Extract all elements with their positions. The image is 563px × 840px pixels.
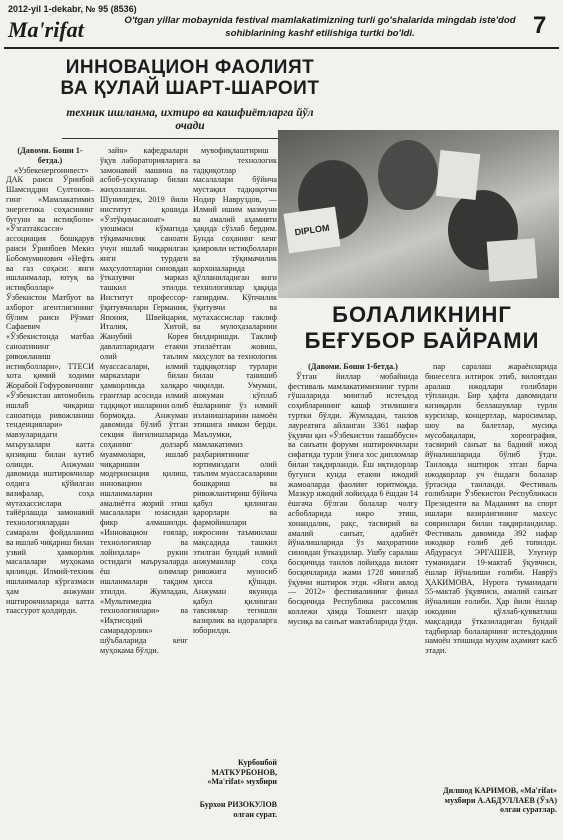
article1-col3-text: мувофиқлаштириш ва технологик тадқиқотлар масалалари бўйича мустақил тадқиқотчи Нодир Навруздов, — Илмий ишим мазмуни ва амалий аҳамияти ҳақида сўзлаб бердим. Бунда соҳанинг кенг қамровли истиқболлари ва тўқимачилик корхоналарида қўлланиладиган янги технологиялар ҳақида гапирдим. Кўпчилик ўқитувчи ва мутахассислар таклиф ва мулоҳазаларини билдиришди. Таклиф этилаётган жовиш, маҳсулот ва технологик тадқиқотлар турлари билан танишиб чиқилди. Умуман, анжуман кўплаб ёшларнинг ўз илмий изланишларини намоён этишига имкон берди. Маълумки, мамлакатимиз раҳбариятининг юртимиздаги олий таълим муассасаларини бошқариш ва ривожлантириш бўйича қабул қилинган қарорлари ва фармойишлари ижросини таъминлаш мақсадида ташкил этилган бундай илмий анжуманлар соҳа ривожига муносиб ҳисса қўшади. Анжуман якунида қабул қилинган тавсиялар тегишли вазирлик ва идораларга юборилди. — [193, 146, 277, 636]
article1-photographer: Бурхон РИЗОКУЛОВ олган сурат. — [199, 800, 277, 819]
header-divider — [4, 47, 559, 49]
article2-col1-text: Ўтган йиллар мобайнида фестиваль мамлакатимизнинг турли гўшаларида минглаб истеъдод соҳибларининг кашф этилишига туртки бўлди. Жумладан, танлов лауреатига айланган 3361 нафар ўқувчи қиз «Ўзбекистон ташаббуси» ва санъати форуми иштирокчилари сифатида турли ўзига хос дипломлар билан тақдирланди. Ёш иқтидорлар бугунги кунда етакчи ижодий жамоаларда фаолият юритмоқда. Мазкур ижодий лойиҳада 6 ёшдан 14 ёшгача бўлган болалар чолғу асбобларида ижро этиш, хонандалик, рақс, тасвирий ва амалий санъат, адабиёт йўналишларида ўз маҳоратини синовдан ўтказдилар. Ушбу саралаш босқичида танлов лойиҳада вилоят босқичларида жами 1728 минглаб ўқувчи иштирок этди. «Янги авлод — 2012» фестивалининг финал босқичида Республика рассомлик коллежи ҳамда Тошкент шаҳар мусиқа ва санъат мактабларида ўтди. — [288, 371, 418, 626]
article1-author: Курбонбой МАТКУРБОНОВ, «Ma'rifat» мухбири — [207, 758, 277, 786]
article1-column-2 — [100, 146, 188, 836]
photo-figure — [378, 140, 438, 210]
article1-title: ИННОВАЦИОН ФАОЛИЯТ ВА ҚУЛАЙ ШАРТ-ШАРОИТ — [60, 57, 320, 99]
article1-continued: (Давоми. Боши 1-бетда.) — [17, 146, 83, 165]
article2-column-2 — [425, 362, 557, 780]
diploma-card: DIPLOM — [283, 207, 340, 254]
article1-column-1 — [6, 146, 94, 836]
article1-col2-text: зайн» кафедралари ўқув лабораторияларига замонавий машина ва асбоб-ускуналар билан жиҳозланган. Шунингдек, 2019 йили институт қошида «Ўзтўқимасаноат» уюшмаси кўмагида тўқимачилик саноати учун ишлаб чиқарилган янги турдаги маҳсулотларни синовдан ўтказувчи марказ ташкил этилди. Институт профессор-ўқитувчилари Германия, Япония, Швейцария, Италия, Хитой, Жанубий Корея давлатларидаги етакчи олий таълим муассасалари, илмий марказлари билан ҳамкорликда халқаро грантлар асосида илмий тадқиқот ишларини олиб бормоқда. Анжуман давомида бўлиб ўтган секция йиғилишларида соҳанинг долзарб муаммолари, ишлаб чиқаришни модернизация қилиш, инновацион ишланмаларни амалиётга жорий этиш масалалари юзасидан фикр алмашилди. «Инновацион ғоялар, технологиялар ва лойиҳалар» рукни остидаги маърузаларда ёш олимлар ишланмалари тақдим этилди. Жумладан, «Мультимедиа технологиялари» ва «Иқтисодий самарадорлик» шўъбаларида кенг муҳокама бўлди. — [100, 146, 188, 655]
newspaper-logo: Ma'rifat — [8, 17, 84, 42]
article1-subtitle: техник ишланма, ихтиро ва кашфиётларга йўл очади — [66, 107, 314, 132]
issue-date: 2012-yil 1-dekabr, № 95 (8536) — [8, 4, 137, 14]
article2-author: Дилшод КАРИМОВ, «Ma'rifat» мухбири А.АБДУЛЛАЕВ (ЎзА) олган суратлар. — [443, 786, 557, 814]
article1-col1-text: «Узбекенергоинвест» ДАК раиси Ўринбой Шамсиддин Султонов–гинг «Мамлакатимиз энергетика соҳасининг бугуни ва истиқболи» «Ўзгазтаксасси» ассоциация бошқарув раиси Ўринбоев Мекиз Бобомуминович «Нефть ва газ соҳаси: янги ишланмалар, ютуқ ва истиқболлар» Ўзбекистон Матбуот ва ахборот агентлигининг бўлим раиси Рўзмат Сафаевич «Ўзбекистонда матбаа саноатининг ривожланиш истиқболлари», ТТЕСИ хота қимий ходими Жорабой Гофуровичнинг «Ўзбекистан автомобиль ишлаб чиқариш саноатида ривожланиш тенденциялари» мавзуларидаги маърузалари катта қизиқиш билан кутиб олинди. Анжуман давомида иштирокчилар олдига қўйилган вазифалар, соҳа мутахассислари тайёрлашда замонавий технологиялардан самарали фойдаланиш ва ишлаб чиқариш билан узвий ҳамкорлик масалалари муҳокама қилинди. Илмий-техник ишланмалар кўргазмаси ҳам анжуман иштирокчиларида катта таассурот қолдирди. — [6, 165, 94, 616]
article2-column-1 — [288, 362, 418, 836]
article1-column-3 — [193, 146, 277, 746]
article2-title: БОЛАЛИКНИНГ БЕҒУБОР БАЙРАМИ — [304, 302, 540, 353]
page-number: 7 — [533, 12, 547, 39]
article2-col2-text: пар саралаш жараёнларида бинеселга илтирок этиб, вилоятдан аралаш ижодлари ғолиблари тўпланди. Бир ҳафта давомидаги кизиқарли беллашувлар турли курсилар, концертлар, маросимлар, шоу ва балетлар, мусиқа мусобақалари, хореография, тасвирий санъат ва бадиий ижод йўналишларида бўлиб ўтди. Танловда иштирок этган барча ижодкорлар уч ёшдаги болалар ўртасида танланди. Фестиваль ғолиблари Ўзбекистон Республикаси Президенти ва Маданият ва спорт ишлари вазирлигининг махсус совринлари билан тақдирландилар. Фестиваль давомида 392 нафар ижодкор ғолиб деб топилди. Абдурасул ЭРГАШЕВ, Улуғнур туманидаги 19-мактаб ўқувчиси, ёшлар йўналиши ғолиби. Наврўз ҲАКИМОВА, Нурота туманидаги 55-мактаб ўқувчиси, амалий санъат йўналиши ғолиби. Ҳар йили ёшлар ижодини қўллаб-қувватлаш мақсадида ўтказиладиган бундай тадбирлар болаларнинг истеъдодини намоён этишида муҳим аҳамият касб этади. — [425, 362, 557, 656]
article2-continued: (Давоми. Боши 1-бетда.) — [308, 362, 398, 371]
diploma-card — [487, 238, 538, 281]
header-tagline: O'tgan yillar mobaynida festival mamlakatimizning turli go'shalarida mingdab iste'dod sohiblarining kashf etilishiga turtki bo'ldi. — [124, 15, 516, 39]
diploma-card — [436, 150, 481, 200]
children-festival-photo — [278, 130, 559, 298]
